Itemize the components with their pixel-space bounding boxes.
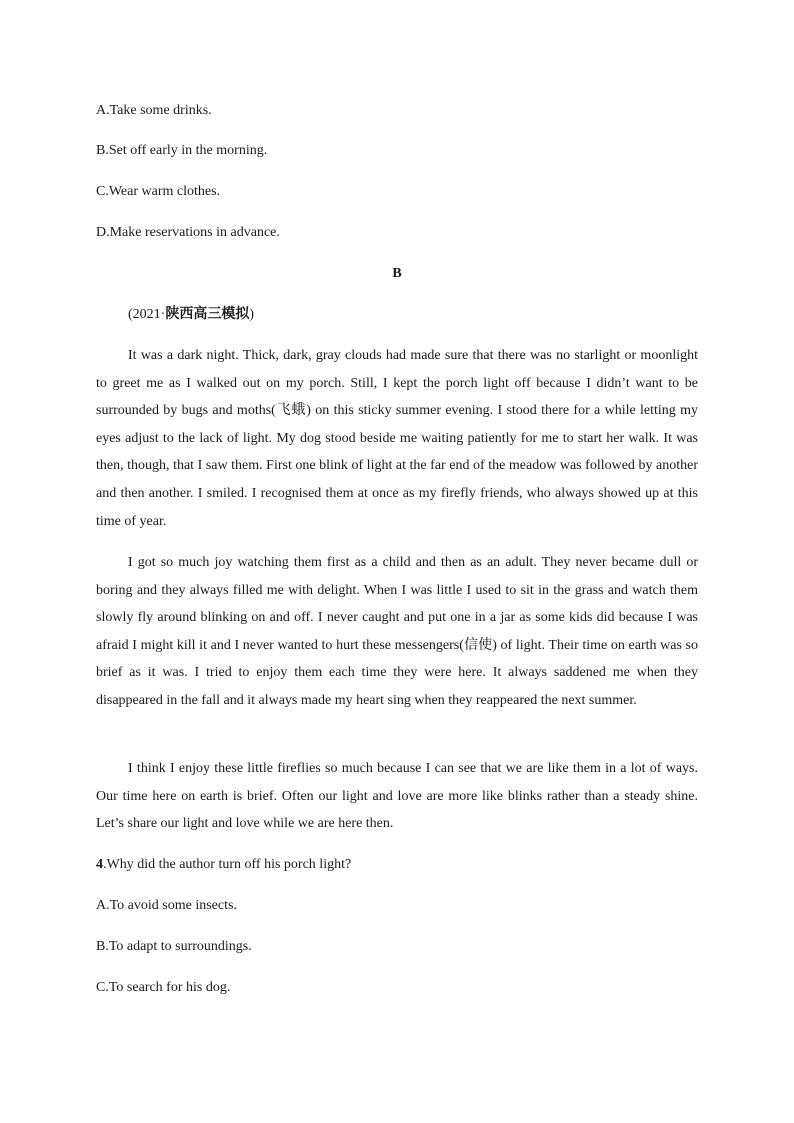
source-prefix: (2021· (128, 307, 166, 322)
question-text: .Why did the author turn off his porch light? (103, 857, 352, 872)
q4-option-a: A.To avoid some insects. (96, 898, 237, 913)
section-heading: B (392, 266, 402, 281)
passage-source (128, 305, 254, 325)
source-suffix: ) (249, 307, 254, 322)
passage-paragraph-3: I think I enjoy these little fireflies so much because I can see that we are like them in a lot of ways. Our time here on earth is brief. Often our light and love are more like blinks rather than a steady shine. Let’s share our light and love while we are here then. (96, 761, 698, 832)
option-b: B.Set off early in the morning. (96, 143, 268, 158)
q4-option-c: C.To search for his dog. (96, 980, 231, 995)
question-4-stem (96, 855, 351, 875)
passage-paragraph-2: I got so much joy watching them first as a child and then as an adult. They never became dull or boring and they always filled me with delight. When I was little I used to sit in the grass and watch them slowly fly around blinking on and off. I never caught and put one in a jar as some kids did because I was afraid I might kill it and I never wanted to hurt these messengers(信使) of light. Their time on earth was so brief as it was. I tried to enjoy them each time they were here. It always saddened me when they disappeared in the fall and it always made my heart sing when they reappeared the next summer. (96, 555, 698, 708)
option-a: A.Take some drinks. (96, 103, 212, 118)
q4-option-b: B.To adapt to surroundings. (96, 939, 252, 954)
option-c: C.Wear warm clothes. (96, 184, 221, 199)
passage-paragraph-1: It was a dark night. Thick, dark, gray clouds had made sure that there was no starlight or moonlight to greet me as I walked out on my porch. Still, I kept the porch light off because I didn’t want to be surrounded by bugs and moths(飞蛾) on this sticky summer evening. I stood there for a while letting my eyes adjust to the lack of light. My dog stood beside me waiting patiently for me to start her walk. It was then, though, that I saw them. First one blink of light at the far end of the meadow was followed by another and then another. I smiled. I recognised them at once as my firefly friends, who always showed up at this time of year. (96, 348, 698, 529)
source-region: 陕西高三模拟 (165, 307, 250, 322)
option-d: D.Make reservations in advance. (96, 225, 280, 240)
question-number: 4 (96, 857, 103, 872)
